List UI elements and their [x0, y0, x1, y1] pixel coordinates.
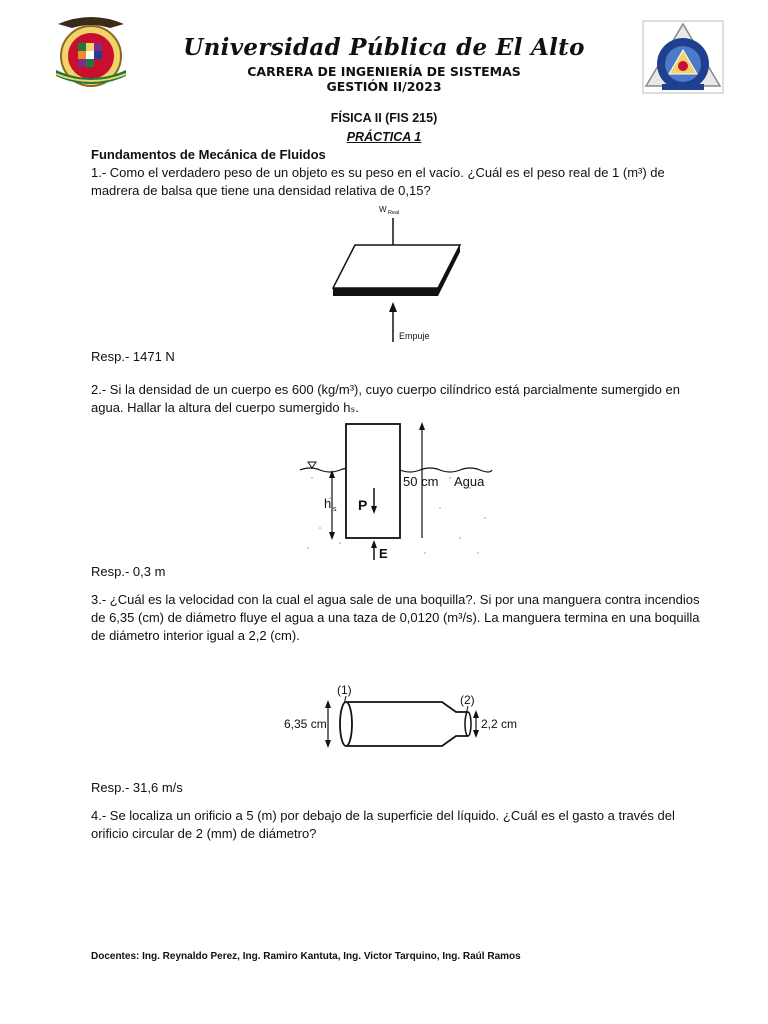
section-title: Fundamentos de Mecánica de Fluidos	[91, 147, 326, 162]
course-title: FÍSICA II (FIS 215)	[330, 111, 438, 125]
question-3-text: 3.- ¿Cuál es la velocidad con la cual el agua sale de una boquilla?. Si por una manguera contra incendios de 6,35 (cm) de diámetro fluye el agua a una taza de 0,0120 (m³/s). La manguera termina en una boquilla de diámetro interior igual a 2,2 (cm).	[91, 592, 700, 643]
point-1-label: (1)	[337, 683, 352, 697]
buoyancy-label: Empuje	[399, 331, 430, 341]
question-3-figure	[280, 680, 520, 760]
footer-docentes: Docentes: Ing. Reynaldo Perez, Ing. Ramiro Kantuta, Ing. Victor Tarquino, Ing. Raúl Ramos	[91, 951, 521, 962]
weight-p-label: P	[358, 497, 368, 513]
submerged-height-sub: s	[333, 506, 337, 513]
question-1-text: 1.- Como el verdadero peso de un objeto es su peso en el vacío. ¿Cuál es el peso real de 1 (m³) de madrera de balsa que tiene una densidad relativa de 0,15?	[91, 165, 665, 198]
question-1-answer: Resp.- 1471 N	[91, 349, 175, 364]
submerged-height-label: h	[324, 496, 332, 511]
question-2-text: 2.- Si la densidad de un cuerpo es 600 (kg/m³), cuyo cuerpo cilíndrico está parcialmente sumergido en agua. Hallar la altura del cuerpo sumergido hₛ.	[91, 382, 680, 415]
diameter-2-label: 2,2 cm	[481, 717, 518, 731]
question-2-figure	[300, 418, 500, 563]
height-label: 50 cm	[403, 474, 439, 489]
weight-label-sub: Real	[388, 210, 400, 216]
practice-title: PRÁCTICA 1	[346, 130, 422, 144]
question-3-answer: Resp.- 31,6 m/s	[91, 780, 183, 795]
fluid-label: Agua	[454, 474, 485, 489]
buoyancy-e-label: E	[379, 546, 388, 561]
university-name: Universidad Pública de El Alto	[183, 34, 585, 61]
diameter-1-label: 6,35 cm	[284, 717, 327, 731]
question-4-text: 4.- Se localiza un orificio a 5 (m) por debajo de la superficie del líquido. ¿Cuál es el gasto a través del orificio circular de 2 (mm) de diámetro?	[91, 808, 675, 841]
career-name: CARRERA DE INGENIERÍA DE SISTEMAS	[247, 64, 521, 79]
question-2-answer: Resp.- 0,3 m	[91, 564, 166, 579]
gestion-label: GESTIÓN II/2023	[326, 79, 442, 94]
point-2-label: (2)	[460, 693, 475, 707]
question-1-figure	[325, 200, 470, 345]
weight-label: W	[379, 205, 387, 214]
